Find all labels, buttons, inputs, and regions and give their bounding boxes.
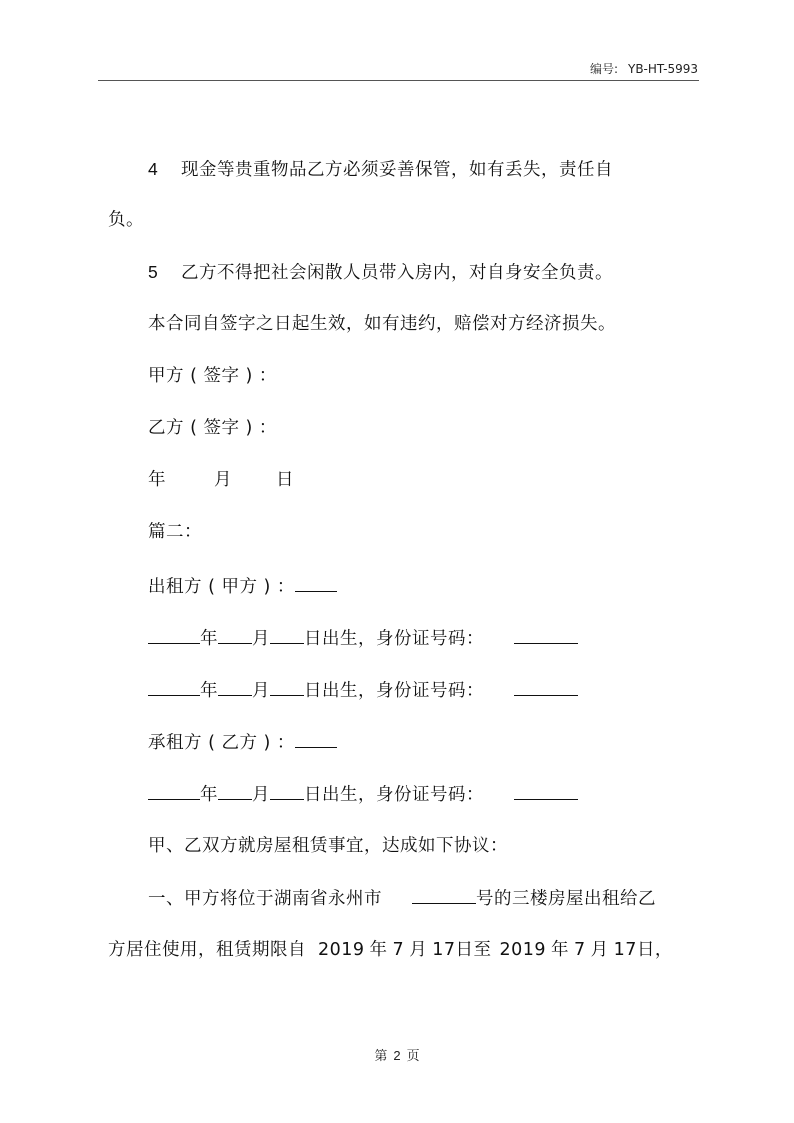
clause-number: 4 [148,159,159,179]
clause-text: 负。 [108,210,144,230]
agreement-intro [148,834,508,858]
address-blank [412,886,476,904]
lessee-name-blank [295,730,337,748]
page-number: 2 [393,1048,401,1063]
id-number-blank [514,626,578,644]
paragraph-text: 本合同自签字之日起生效，如有违约，赔偿对方经济损失。 [148,314,616,334]
day-blank [270,782,304,800]
page-footer [0,1045,794,1064]
birth-id-label: 日出生，身份证号码： [304,681,484,701]
month-label: 月 [252,629,270,649]
page-prefix: 第 [374,1049,388,1064]
document-code [590,60,698,77]
day-blank [270,678,304,696]
clause-text: 乙方不得把社会闲散人员带入房内，对自身安全负责。 [181,263,613,283]
clause-4-line [148,157,613,182]
party-a-signature [148,364,277,388]
year-label: 年 [369,940,388,960]
day-blank [270,626,304,644]
lessor-label: 出租方 ( 甲方 ) ： [148,577,295,597]
birth-id-line-2 [148,678,578,703]
date-line [148,468,294,492]
month-label: 月 [590,940,609,960]
article-text: 一、甲方将位于湖南省永州市 [148,889,382,909]
day-label: 日至 [455,940,492,960]
lessee-line [148,730,337,755]
signature-label: 乙方 ( 签字 ) ： [148,418,277,438]
signature-label: 甲方 ( 签字 ) ： [148,366,277,386]
start-year: 2019 [318,940,365,960]
page-suffix: 页 [406,1049,420,1064]
month-blank [218,678,252,696]
year-blank [148,678,200,696]
year-blank [148,782,200,800]
article-1-continuation [108,938,673,962]
effective-clause [148,312,616,336]
clause-5-line [148,260,613,285]
day-label: 日， [636,940,673,960]
day-label: 日 [276,470,294,490]
lessor-line [148,574,337,599]
document-code-label: 编号: [589,62,618,76]
year-label: 年 [551,940,570,960]
document-code-value: YB-HT-5993 [627,62,698,76]
birth-id-label: 日出生，身份证号码： [304,629,484,649]
start-day: 17 [432,940,456,960]
clause-4-continuation [108,208,144,232]
month-label: 月 [214,470,232,490]
article-text: 号的三楼房屋出租给乙 [476,889,656,909]
section-heading [148,520,202,544]
clause-text: 现金等贵重物品乙方必须妥善保管，如有丢失，责任自 [181,160,613,180]
end-month: 7 [574,940,586,960]
start-month: 7 [392,940,405,960]
header-divider [98,80,699,81]
month-label: 月 [409,940,428,960]
birth-id-line-1 [148,626,578,651]
id-number-blank [514,678,578,696]
article-1-line [148,886,656,911]
birth-id-line-3 [148,782,578,807]
month-blank [218,782,252,800]
birth-id-label: 日出生，身份证号码： [304,785,484,805]
section-title: 篇二： [148,522,202,542]
year-label: 年 [200,629,218,649]
paragraph-text: 甲、乙双方就房屋租赁事宜，达成如下协议： [148,836,508,856]
lessor-name-blank [295,574,337,592]
year-label: 年 [148,470,166,490]
clause-number: 5 [148,262,159,282]
party-b-signature [148,416,277,440]
end-year: 2019 [499,940,547,960]
id-number-blank [514,782,578,800]
lessee-label: 承租方 ( 乙方 ) ： [148,733,295,753]
year-label: 年 [200,785,218,805]
month-blank [218,626,252,644]
year-blank [148,626,200,644]
end-day: 17 [613,940,637,960]
month-label: 月 [252,681,270,701]
year-label: 年 [200,681,218,701]
article-text: 方居住使用，租赁期限自 [108,940,306,960]
month-label: 月 [252,785,270,805]
